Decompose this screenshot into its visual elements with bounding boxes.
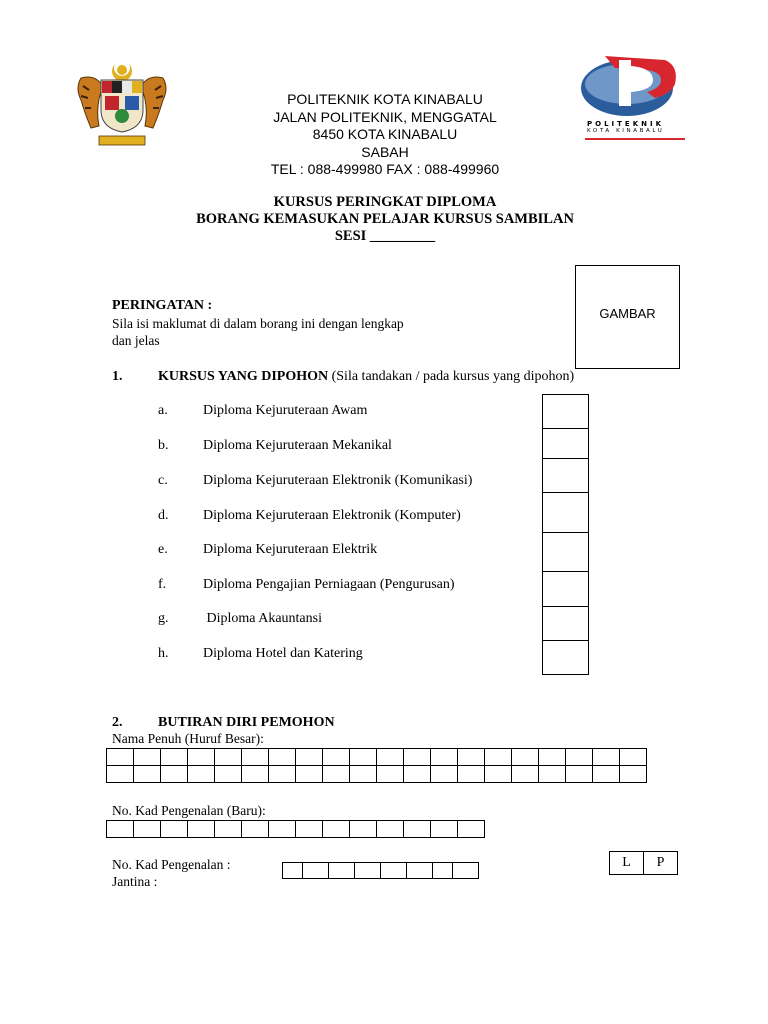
letter-cell[interactable] [593, 766, 620, 783]
digit-cell[interactable] [458, 821, 485, 838]
letter-cell[interactable] [431, 766, 458, 783]
course-letter: c. [158, 473, 168, 488]
digit-cell[interactable] [283, 863, 303, 879]
government-crest [73, 58, 171, 150]
course-name: Diploma Hotel dan Katering [203, 646, 363, 661]
header-line-4: SABAH [361, 143, 409, 160]
letter-cell[interactable] [134, 766, 161, 783]
letter-cell[interactable] [269, 749, 296, 766]
letter-cell[interactable] [512, 749, 539, 766]
letter-cell[interactable] [485, 766, 512, 783]
letter-cell[interactable] [134, 749, 161, 766]
gender-label: Jantina : [112, 874, 158, 889]
digit-cell[interactable] [215, 821, 242, 838]
letter-cell[interactable] [458, 749, 485, 766]
ic-old-row [283, 863, 479, 879]
letter-cell[interactable] [215, 766, 242, 783]
form-title [150, 194, 620, 245]
logo-text-line1: POLITEKNIK [587, 120, 665, 128]
letter-cell[interactable] [458, 766, 485, 783]
letter-cell[interactable] [350, 749, 377, 766]
letter-cell[interactable] [512, 766, 539, 783]
digit-cell[interactable] [303, 863, 329, 879]
letter-cell[interactable] [188, 749, 215, 766]
section2-heading: BUTIRAN DIRI PEMOHON [158, 715, 335, 730]
institution-header [200, 91, 570, 179]
full-name-grid[interactable] [106, 748, 647, 783]
letter-cell[interactable] [242, 766, 269, 783]
course-checkbox-b[interactable] [543, 429, 588, 459]
digit-cell[interactable] [377, 821, 404, 838]
letter-cell[interactable] [593, 749, 620, 766]
digit-cell[interactable] [404, 821, 431, 838]
digit-cell[interactable] [161, 821, 188, 838]
full-name-row-1 [107, 749, 647, 766]
course-letter: g. [158, 611, 169, 626]
course-name: Diploma Kejuruteraan Mekanikal [203, 438, 392, 453]
course-name: Diploma Kejuruteraan Elektrik [203, 542, 378, 557]
letter-cell[interactable] [350, 766, 377, 783]
course-letter: b. [158, 438, 169, 453]
letter-cell[interactable] [107, 766, 134, 783]
ic-new-grid[interactable] [106, 820, 485, 838]
digit-cell[interactable] [242, 821, 269, 838]
digit-cell[interactable] [329, 863, 355, 879]
digit-cell[interactable] [355, 863, 381, 879]
warning-line-2: dan jelas [112, 333, 160, 348]
letter-cell[interactable] [566, 766, 593, 783]
letter-cell[interactable] [161, 766, 188, 783]
digit-cell[interactable] [381, 863, 407, 879]
digit-cell[interactable] [453, 863, 479, 879]
section2-number: 2. [112, 715, 123, 730]
course-checkbox-g[interactable] [543, 607, 588, 641]
logo-underline [585, 138, 685, 140]
header-line-3: 8450 KOTA KINABALU [312, 126, 458, 142]
digit-cell[interactable] [134, 821, 161, 838]
course-name: Diploma Akauntansi [203, 611, 322, 626]
warning-line-1: Sila isi maklumat di dalam borang ini dengan lengkap [112, 316, 404, 331]
title-line-1: KURSUS PERINGKAT DIPLOMA [273, 194, 497, 210]
letter-cell[interactable] [296, 766, 323, 783]
letter-cell[interactable] [404, 766, 431, 783]
ic-new-row [107, 821, 485, 838]
course-checkbox-e[interactable] [543, 533, 588, 572]
letter-cell[interactable] [107, 749, 134, 766]
letter-cell[interactable] [485, 749, 512, 766]
header-line-1: POLITEKNIK KOTA KINABALU [287, 91, 483, 107]
course-name: Diploma Pengajian Perniagaan (Pengurusan) [203, 577, 455, 592]
letter-cell[interactable] [620, 749, 647, 766]
header-line-2: JALAN POLITEKNIK, MENGGATAL [273, 108, 497, 125]
course-checkbox-column [542, 394, 589, 675]
photo-box[interactable] [575, 265, 680, 369]
gender-row [610, 852, 678, 875]
course-checkbox-f[interactable] [543, 572, 588, 607]
full-name-row-2 [107, 766, 647, 783]
letter-cell[interactable] [188, 766, 215, 783]
letter-cell[interactable] [404, 749, 431, 766]
letter-cell[interactable] [323, 749, 350, 766]
course-letter: f. [158, 577, 167, 592]
section1-number: 1. [112, 369, 123, 384]
title-line-3: SESI _________ [334, 228, 436, 244]
gender-option-p[interactable]: P [644, 852, 678, 875]
gender-option-l[interactable]: L [610, 852, 644, 875]
warning-heading: PERINGATAN : [112, 298, 213, 313]
section1-heading: KURSUS YANG DIPOHON [158, 369, 329, 384]
letter-cell[interactable] [269, 766, 296, 783]
ic-new-label: No. Kad Pengenalan (Baru): [112, 803, 266, 818]
course-name: Diploma Kejuruteraan Elektronik (Komputer) [203, 508, 461, 523]
course-letter: e. [158, 542, 168, 557]
course-checkbox-h[interactable] [543, 641, 588, 675]
letter-cell[interactable] [296, 749, 323, 766]
course-letter: a. [158, 403, 168, 418]
section1-title [158, 369, 574, 385]
course-checkbox-a[interactable] [543, 395, 588, 429]
letter-cell[interactable] [620, 766, 647, 783]
digit-cell[interactable] [107, 821, 134, 838]
letter-cell[interactable] [377, 749, 404, 766]
gender-options [609, 851, 678, 875]
digit-cell[interactable] [350, 821, 377, 838]
letter-cell[interactable] [566, 749, 593, 766]
logo-text-line2: KOTA KINABALU [587, 128, 665, 134]
ic-old-grid[interactable] [282, 862, 479, 879]
digit-cell[interactable] [188, 821, 215, 838]
letter-cell[interactable] [539, 766, 566, 783]
course-name: Diploma Kejuruteraan Awam [203, 403, 368, 418]
letter-cell[interactable] [242, 749, 269, 766]
politeknik-logo [575, 46, 687, 146]
section1-note: (Sila tandakan / pada kursus yang dipohon) [328, 369, 575, 384]
letter-cell[interactable] [161, 749, 188, 766]
letter-cell[interactable] [431, 749, 458, 766]
digit-cell[interactable] [269, 821, 296, 838]
course-letter: h. [158, 646, 169, 661]
digit-cell[interactable] [407, 863, 433, 879]
course-checkbox-c[interactable] [543, 459, 588, 493]
letter-cell[interactable] [539, 749, 566, 766]
course-letter: d. [158, 508, 169, 523]
header-line-5: TEL : 088-499980 FAX : 088-499960 [270, 161, 500, 177]
digit-cell[interactable] [433, 863, 453, 879]
title-line-2: BORANG KEMASUKAN PELAJAR KURSUS SAMBILAN [196, 211, 574, 227]
course-name: Diploma Kejuruteraan Elektronik (Komunikasi) [203, 473, 473, 488]
letter-cell[interactable] [377, 766, 404, 783]
letter-cell[interactable] [215, 749, 242, 766]
photo-box-label: GAMBAR [599, 306, 656, 321]
course-checkbox-d[interactable] [543, 493, 588, 533]
letter-cell[interactable] [323, 766, 350, 783]
full-name-label: Nama Penuh (Huruf Besar): [112, 731, 264, 746]
ic-label: No. Kad Pengenalan : [112, 857, 231, 872]
digit-cell[interactable] [296, 821, 323, 838]
digit-cell[interactable] [431, 821, 458, 838]
digit-cell[interactable] [323, 821, 350, 838]
